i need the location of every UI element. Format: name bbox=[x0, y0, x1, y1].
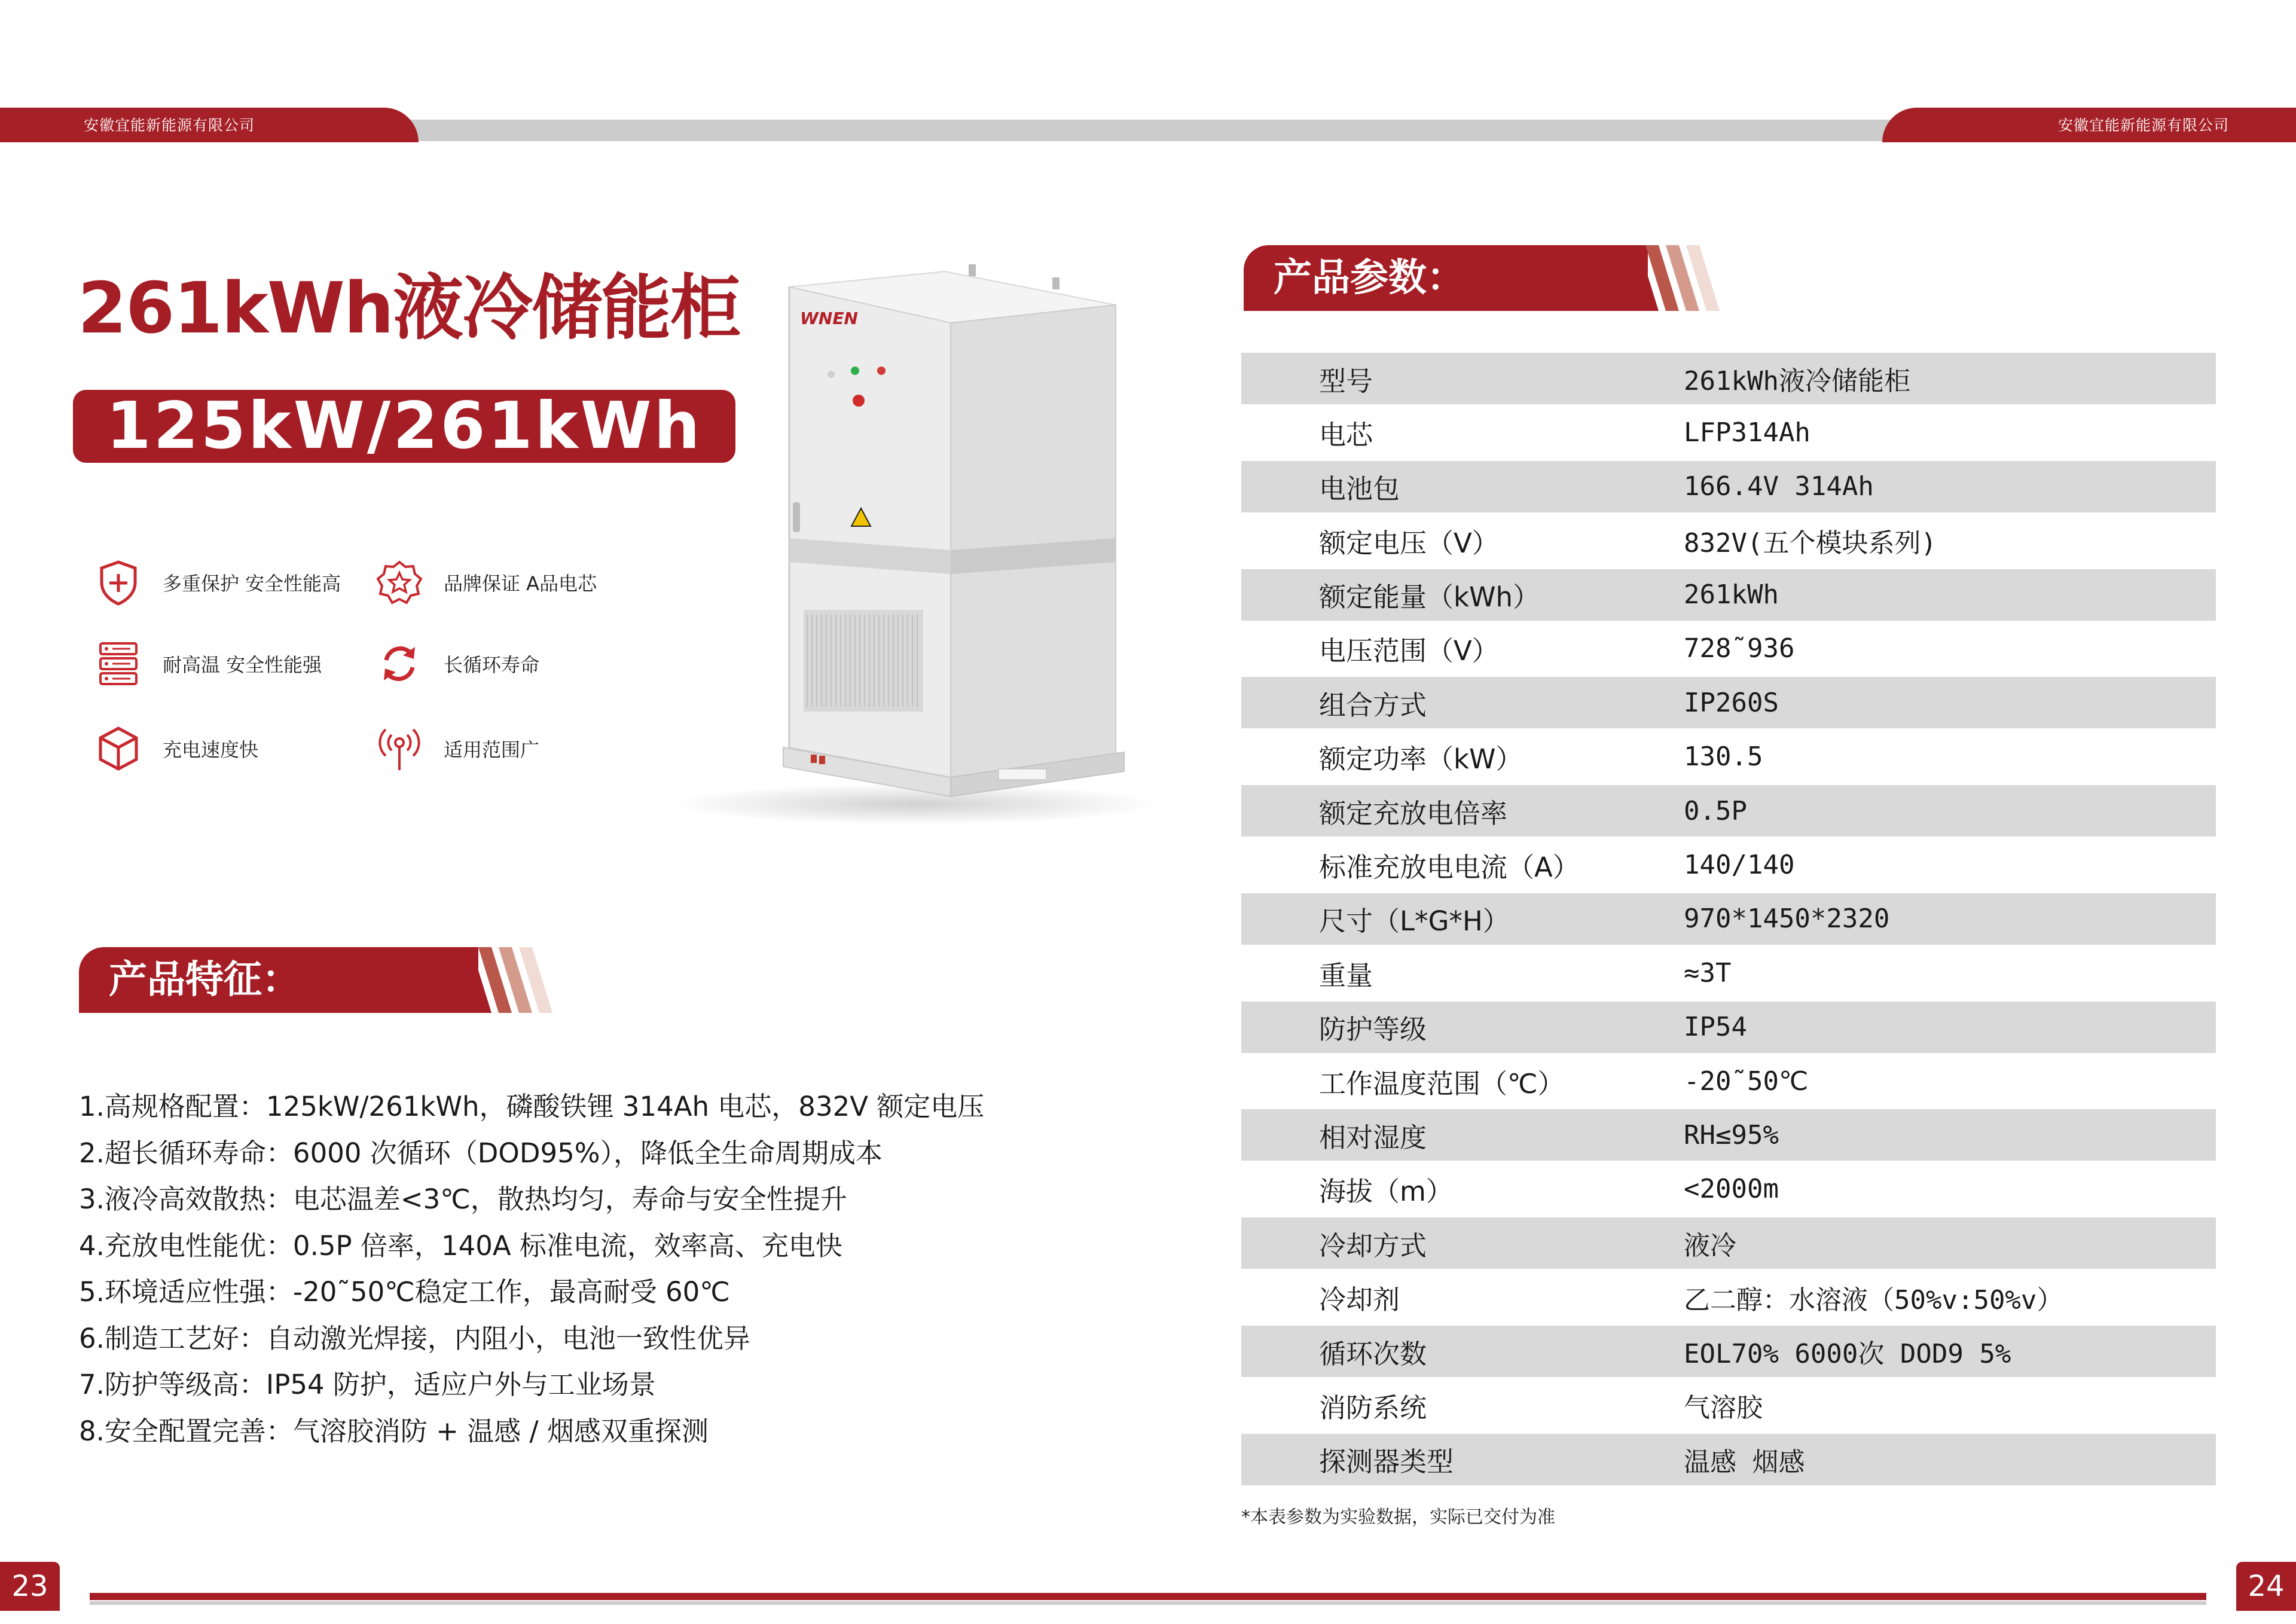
highlight-item bbox=[375, 725, 539, 773]
param-key: 标准充放电电流（A） bbox=[1319, 851, 1580, 884]
table-row bbox=[1241, 1109, 2216, 1161]
table-row bbox=[1241, 1002, 2216, 1053]
feature-item: 7.防护等级高：IP54 防护，适应户外与工业场景 bbox=[79, 1369, 656, 1400]
highlight-label: 耐高温 安全性能强 bbox=[163, 654, 322, 676]
features-heading: 产品特征： bbox=[79, 947, 478, 1013]
product-title: 261kWh液冷储能柜 bbox=[78, 267, 740, 349]
table-row bbox=[1241, 1379, 2216, 1431]
param-key: 组合方式 bbox=[1319, 689, 1427, 721]
param-key: 探测器类型 bbox=[1319, 1446, 1454, 1478]
table-row bbox=[1241, 1272, 2216, 1323]
param-key: 相对湿度 bbox=[1319, 1121, 1427, 1153]
highlight-label: 长循环寿命 bbox=[444, 654, 540, 676]
param-value: 气溶胶 bbox=[1684, 1393, 1763, 1424]
page-number-right: 24 bbox=[2236, 1562, 2296, 1611]
param-value: 乙二醇：水溶液（50%v:50%v） bbox=[1684, 1284, 2063, 1315]
features-list bbox=[79, 1083, 984, 1454]
quality-badge-icon bbox=[375, 558, 423, 606]
param-key: 海拔（m） bbox=[1319, 1176, 1453, 1208]
feature-item: 5.环境适应性强：-20˜50℃稳定工作，最高耐受 60℃ bbox=[79, 1276, 730, 1308]
table-row bbox=[1241, 893, 2216, 945]
param-key: 重量 bbox=[1319, 959, 1373, 991]
highlight-item bbox=[94, 725, 258, 773]
param-value: 832V(五个模块系列) bbox=[1684, 528, 1937, 559]
page-number-left: 23 bbox=[0, 1562, 60, 1611]
footer-line-gray bbox=[90, 1601, 2206, 1605]
param-key: 型号 bbox=[1319, 365, 1373, 397]
param-value: 261kWh液冷储能柜 bbox=[1684, 366, 1910, 396]
feature-item: 6.制造工艺好：自动激光焊接，内阻小，电池一致性优异 bbox=[79, 1322, 750, 1354]
highlight-item bbox=[375, 640, 539, 688]
highlight-label: 品牌保证 A品电芯 bbox=[444, 572, 597, 595]
param-key: 防护等级 bbox=[1319, 1014, 1427, 1046]
param-value: 140/140 bbox=[1684, 850, 1795, 881]
param-value: 728˜936 bbox=[1684, 633, 1795, 664]
table-row bbox=[1241, 731, 2216, 783]
signal-antenna-icon bbox=[375, 725, 423, 773]
features-heading-stripes bbox=[454, 947, 562, 1013]
param-value: RH≤95% bbox=[1684, 1119, 1779, 1150]
server-stack-icon bbox=[94, 640, 142, 688]
params-heading: 产品参数： bbox=[1244, 245, 1648, 311]
cabinet-logo: WNEN bbox=[800, 309, 858, 328]
param-key: 工作温度范围（℃） bbox=[1319, 1067, 1565, 1100]
param-value: EOL70% 6000次 DOD9 5% bbox=[1684, 1339, 2011, 1370]
param-value: 261kWh bbox=[1684, 579, 1779, 610]
header-company-right: 安徽宜能新能源有限公司 bbox=[2058, 117, 2230, 134]
table-row bbox=[1241, 353, 2216, 404]
param-key: 电芯 bbox=[1319, 419, 1373, 451]
feature-item: 1.高规格配置：125kW/261kWh，磷酸铁锂 314Ah 电芯，832V 额定电压 bbox=[79, 1091, 985, 1122]
param-key: 冷却剂 bbox=[1319, 1284, 1400, 1316]
table-row bbox=[1241, 1217, 2216, 1269]
table-row bbox=[1241, 623, 2216, 674]
params-table bbox=[1241, 353, 2216, 1488]
feature-item: 8.安全配置完善：气溶胶消防 + 温感 / 烟感双重探测 bbox=[79, 1415, 709, 1447]
table-row bbox=[1241, 1434, 2216, 1485]
param-key: 冷却方式 bbox=[1319, 1229, 1427, 1262]
table-row bbox=[1241, 407, 2216, 458]
cabinet-illustration bbox=[771, 263, 1130, 801]
params-heading-stripes bbox=[1622, 245, 1729, 311]
highlight-label: 适用范围广 bbox=[444, 738, 540, 761]
param-value: 166.4V 314Ah bbox=[1684, 471, 1874, 502]
highlight-item bbox=[94, 640, 322, 688]
highlight-item bbox=[94, 558, 341, 606]
param-value: 0.5P bbox=[1684, 795, 1747, 826]
table-row bbox=[1241, 677, 2216, 728]
table-row bbox=[1241, 569, 2216, 621]
param-key: 额定充放电倍率 bbox=[1319, 797, 1508, 829]
header-company-left: 安徽宜能新能源有限公司 bbox=[84, 117, 255, 134]
highlight-label: 充电速度快 bbox=[163, 738, 259, 761]
param-value: IP54 bbox=[1684, 1012, 1747, 1043]
product-subtitle: 125kW/261kWh bbox=[73, 390, 735, 463]
table-row bbox=[1241, 1055, 2216, 1107]
cycle-arrows-icon bbox=[375, 640, 423, 688]
highlight-item bbox=[375, 558, 597, 606]
param-key: 电池包 bbox=[1319, 473, 1400, 505]
param-value: 970*1450*2320 bbox=[1684, 903, 1890, 935]
param-key: 循环次数 bbox=[1319, 1338, 1427, 1370]
table-row bbox=[1241, 461, 2216, 512]
param-key: 额定能量（kWh） bbox=[1319, 581, 1540, 613]
feature-item: 2.超长循环寿命：6000 次循环（DOD95%），降低全生命周期成本 bbox=[79, 1137, 883, 1169]
param-value: 液冷 bbox=[1684, 1231, 1736, 1262]
footer-line bbox=[90, 1593, 2206, 1600]
params-footnote: *本表参数为实验数据，实际已交付为准 bbox=[1241, 1507, 1555, 1528]
table-row bbox=[1241, 1164, 2216, 1215]
table-row bbox=[1241, 840, 2216, 891]
highlight-label: 多重保护 安全性能高 bbox=[163, 572, 341, 595]
param-value: IP260S bbox=[1684, 687, 1779, 718]
shield-plus-icon bbox=[94, 558, 142, 606]
param-value: -20˜50℃ bbox=[1684, 1066, 1809, 1097]
param-key: 尺寸（L*G*H） bbox=[1319, 905, 1510, 938]
param-value: <2000m bbox=[1684, 1174, 1779, 1205]
param-value: 130.5 bbox=[1684, 741, 1763, 773]
param-key: 消防系统 bbox=[1319, 1391, 1427, 1424]
cube-icon bbox=[94, 725, 142, 773]
param-value: 温感 烟感 bbox=[1684, 1446, 1805, 1478]
table-row bbox=[1241, 1326, 2216, 1377]
feature-item: 4.充放电性能优：0.5P 倍率，140A 标准电流，效率高、充电快 bbox=[79, 1229, 842, 1262]
param-key: 额定电压（V） bbox=[1319, 527, 1499, 559]
param-value: LFP314Ah bbox=[1684, 417, 1810, 448]
table-row bbox=[1241, 515, 2216, 566]
param-key: 额定功率（kW） bbox=[1319, 743, 1523, 776]
feature-item: 3.液冷高效散热：电芯温差<3℃，散热均匀，寿命与安全性提升 bbox=[79, 1183, 847, 1215]
param-value: ≈3T bbox=[1684, 957, 1732, 988]
table-row bbox=[1241, 785, 2216, 837]
table-row bbox=[1241, 947, 2216, 999]
param-key: 电压范围（V） bbox=[1319, 635, 1499, 667]
